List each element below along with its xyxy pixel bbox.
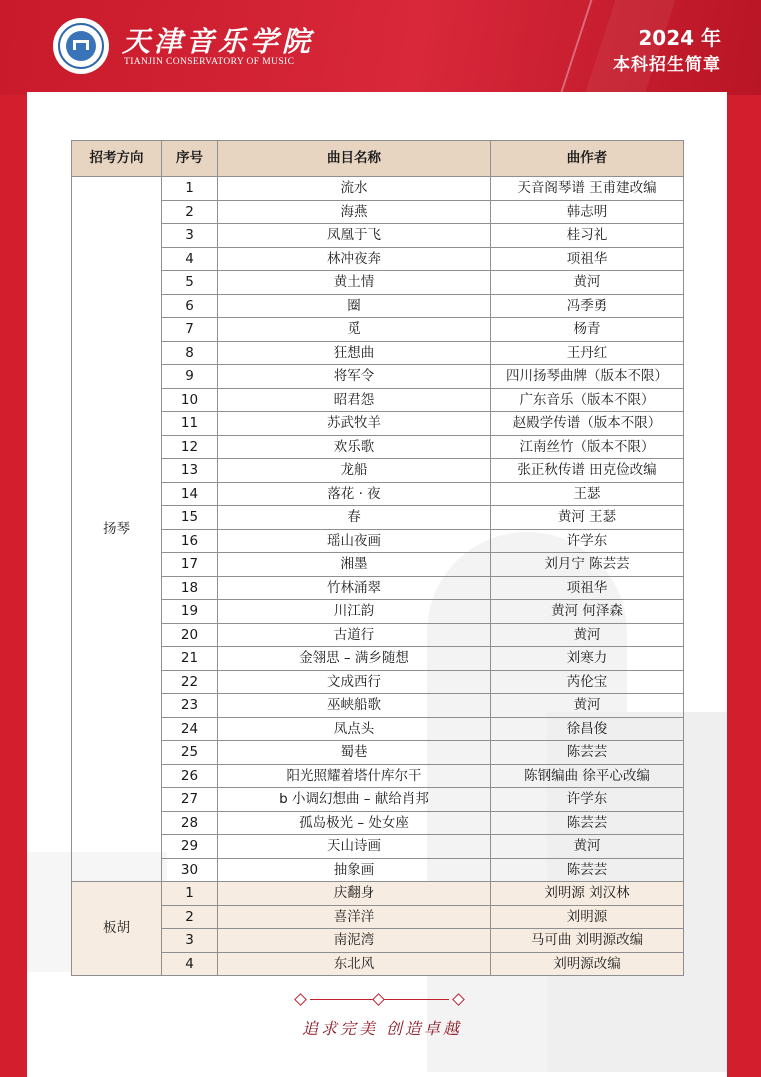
row-number: 14 xyxy=(162,482,218,506)
composer: 黄河 xyxy=(491,623,684,647)
composer: 江南丝竹（版本不限） xyxy=(491,435,684,459)
piece-title: 海燕 xyxy=(218,200,491,224)
table-row xyxy=(72,576,684,600)
piece-title: 觅 xyxy=(218,318,491,342)
piece-title: 川江韵 xyxy=(218,600,491,624)
piece-title: 阳光照耀着塔什库尔干 xyxy=(218,764,491,788)
piece-title: 喜洋洋 xyxy=(218,905,491,929)
table-row xyxy=(72,741,684,765)
row-number: 26 xyxy=(162,764,218,788)
table-row xyxy=(72,200,684,224)
composer: 黄河 xyxy=(491,835,684,859)
table-row xyxy=(72,929,684,953)
piece-title: 圈 xyxy=(218,294,491,318)
composer: 项祖华 xyxy=(491,247,684,271)
composer: 韩志明 xyxy=(491,200,684,224)
composer: 许学东 xyxy=(491,788,684,812)
piece-title: 凤点头 xyxy=(218,717,491,741)
composer: 天音阁琴谱 王甫建改编 xyxy=(491,177,684,201)
table-row xyxy=(72,529,684,553)
piece-title: 林冲夜奔 xyxy=(218,247,491,271)
header-direction: 招考方向 xyxy=(72,141,162,177)
composer: 刘明源改编 xyxy=(491,952,684,976)
composer: 桂习礼 xyxy=(491,224,684,248)
row-number: 23 xyxy=(162,694,218,718)
school-motto: 追求完美 创造卓越 xyxy=(301,1019,463,1038)
piece-title: 庆翻身 xyxy=(218,882,491,906)
row-number: 18 xyxy=(162,576,218,600)
composer: 四川扬琴曲牌（版本不限） xyxy=(491,365,684,389)
piece-title: b 小调幻想曲 – 献给肖邦 xyxy=(218,788,491,812)
motto-ornament xyxy=(292,994,467,1006)
composer: 马可曲 刘明源改编 xyxy=(491,929,684,953)
row-number: 11 xyxy=(162,412,218,436)
table-row xyxy=(72,506,684,530)
table-row xyxy=(72,318,684,342)
composer: 张正秋传谱 田克俭改编 xyxy=(491,459,684,483)
row-number: 3 xyxy=(162,224,218,248)
piece-title: 文成西行 xyxy=(218,670,491,694)
composer: 广东音乐（版本不限） xyxy=(491,388,684,412)
row-number: 28 xyxy=(162,811,218,835)
row-number: 3 xyxy=(162,929,218,953)
composer: 杨青 xyxy=(491,318,684,342)
piece-title: 孤岛极光 – 处女座 xyxy=(218,811,491,835)
piece-title: 瑶山夜画 xyxy=(218,529,491,553)
composer: 冯季勇 xyxy=(491,294,684,318)
piece-title: 巫峡船歌 xyxy=(218,694,491,718)
header-composer: 曲作者 xyxy=(491,141,684,177)
row-number: 21 xyxy=(162,647,218,671)
row-number: 27 xyxy=(162,788,218,812)
row-number: 4 xyxy=(162,247,218,271)
table-row xyxy=(72,388,684,412)
row-number: 16 xyxy=(162,529,218,553)
table-row xyxy=(72,811,684,835)
row-number: 6 xyxy=(162,294,218,318)
table-row xyxy=(72,670,684,694)
table-row xyxy=(72,717,684,741)
piece-title: 金翎思 – 满乡随想 xyxy=(218,647,491,671)
row-number: 19 xyxy=(162,600,218,624)
table-row xyxy=(72,694,684,718)
composer: 刘明源 xyxy=(491,905,684,929)
table-row xyxy=(72,459,684,483)
category-cell: 板胡 xyxy=(72,882,162,976)
piece-title: 抽象画 xyxy=(218,858,491,882)
row-number: 2 xyxy=(162,200,218,224)
composer: 刘月宁 陈芸芸 xyxy=(491,553,684,577)
composer: 徐昌俊 xyxy=(491,717,684,741)
brochure-year: 2024 年 xyxy=(638,26,721,50)
table-row xyxy=(72,294,684,318)
brochure-title: 本科招生简章 xyxy=(613,55,721,75)
row-number: 1 xyxy=(162,882,218,906)
piece-title: 湘墨 xyxy=(218,553,491,577)
piece-title: 春 xyxy=(218,506,491,530)
piece-title: 龙船 xyxy=(218,459,491,483)
composer: 赵殿学传谱（版本不限） xyxy=(491,412,684,436)
composer: 陈芸芸 xyxy=(491,811,684,835)
composer: 黄河 xyxy=(491,271,684,295)
composer: 许学东 xyxy=(491,529,684,553)
table-row xyxy=(72,835,684,859)
row-number: 5 xyxy=(162,271,218,295)
table-row xyxy=(72,435,684,459)
row-number: 25 xyxy=(162,741,218,765)
composer: 陈钢编曲 徐平心改编 xyxy=(491,764,684,788)
piece-title: 欢乐歌 xyxy=(218,435,491,459)
row-number: 1 xyxy=(162,177,218,201)
table-row xyxy=(72,600,684,624)
piece-title: 凤凰于飞 xyxy=(218,224,491,248)
row-number: 17 xyxy=(162,553,218,577)
content-page xyxy=(27,92,727,1077)
repertoire-table xyxy=(71,140,684,976)
table-row xyxy=(72,788,684,812)
category-cell: 扬琴 xyxy=(72,177,162,882)
row-number: 15 xyxy=(162,506,218,530)
table-row xyxy=(72,271,684,295)
table-row xyxy=(72,177,684,201)
row-number: 20 xyxy=(162,623,218,647)
row-number: 12 xyxy=(162,435,218,459)
row-number: 22 xyxy=(162,670,218,694)
row-number: 2 xyxy=(162,905,218,929)
school-logo-icon xyxy=(53,18,109,74)
table-row xyxy=(72,647,684,671)
table-row xyxy=(72,623,684,647)
row-number: 24 xyxy=(162,717,218,741)
table-row xyxy=(72,365,684,389)
piece-title: 流水 xyxy=(218,177,491,201)
table-row xyxy=(72,764,684,788)
table-row xyxy=(72,952,684,976)
table-row xyxy=(72,224,684,248)
header-piece-title: 曲目名称 xyxy=(218,141,491,177)
table-row xyxy=(72,482,684,506)
table-row xyxy=(72,858,684,882)
school-name-en: TIANJIN CONSERVATORY OF MUSIC xyxy=(124,57,295,67)
table-row xyxy=(72,882,684,906)
row-number: 4 xyxy=(162,952,218,976)
composer: 王丹红 xyxy=(491,341,684,365)
piece-title: 南泥湾 xyxy=(218,929,491,953)
table-row xyxy=(72,412,684,436)
table-row xyxy=(72,905,684,929)
repertoire-table-container xyxy=(71,140,684,976)
piece-title: 古道行 xyxy=(218,623,491,647)
composer: 项祖华 xyxy=(491,576,684,600)
piece-title: 蜀巷 xyxy=(218,741,491,765)
composer: 陈芸芸 xyxy=(491,858,684,882)
table-row xyxy=(72,341,684,365)
piece-title: 狂想曲 xyxy=(218,341,491,365)
composer: 刘明源 刘汉林 xyxy=(491,882,684,906)
composer: 陈芸芸 xyxy=(491,741,684,765)
piece-title: 天山诗画 xyxy=(218,835,491,859)
composer: 黄河 王瑟 xyxy=(491,506,684,530)
composer: 王瑟 xyxy=(491,482,684,506)
composer: 芮伦宝 xyxy=(491,670,684,694)
composer: 刘寒力 xyxy=(491,647,684,671)
piece-title: 将军令 xyxy=(218,365,491,389)
row-number: 7 xyxy=(162,318,218,342)
header-number: 序号 xyxy=(162,141,218,177)
table-row xyxy=(72,247,684,271)
piece-title: 黄土情 xyxy=(218,271,491,295)
row-number: 8 xyxy=(162,341,218,365)
table-header-row xyxy=(72,141,684,177)
composer: 黄河 xyxy=(491,694,684,718)
piece-title: 苏武牧羊 xyxy=(218,412,491,436)
piece-title: 竹林涌翠 xyxy=(218,576,491,600)
table-row xyxy=(72,553,684,577)
row-number: 9 xyxy=(162,365,218,389)
row-number: 10 xyxy=(162,388,218,412)
row-number: 13 xyxy=(162,459,218,483)
row-number: 30 xyxy=(162,858,218,882)
row-number: 29 xyxy=(162,835,218,859)
piece-title: 东北风 xyxy=(218,952,491,976)
composer: 黄河 何泽森 xyxy=(491,600,684,624)
piece-title: 落花 · 夜 xyxy=(218,482,491,506)
school-name-cn: 天津音乐学院 xyxy=(122,25,315,58)
piece-title: 昭君怨 xyxy=(218,388,491,412)
